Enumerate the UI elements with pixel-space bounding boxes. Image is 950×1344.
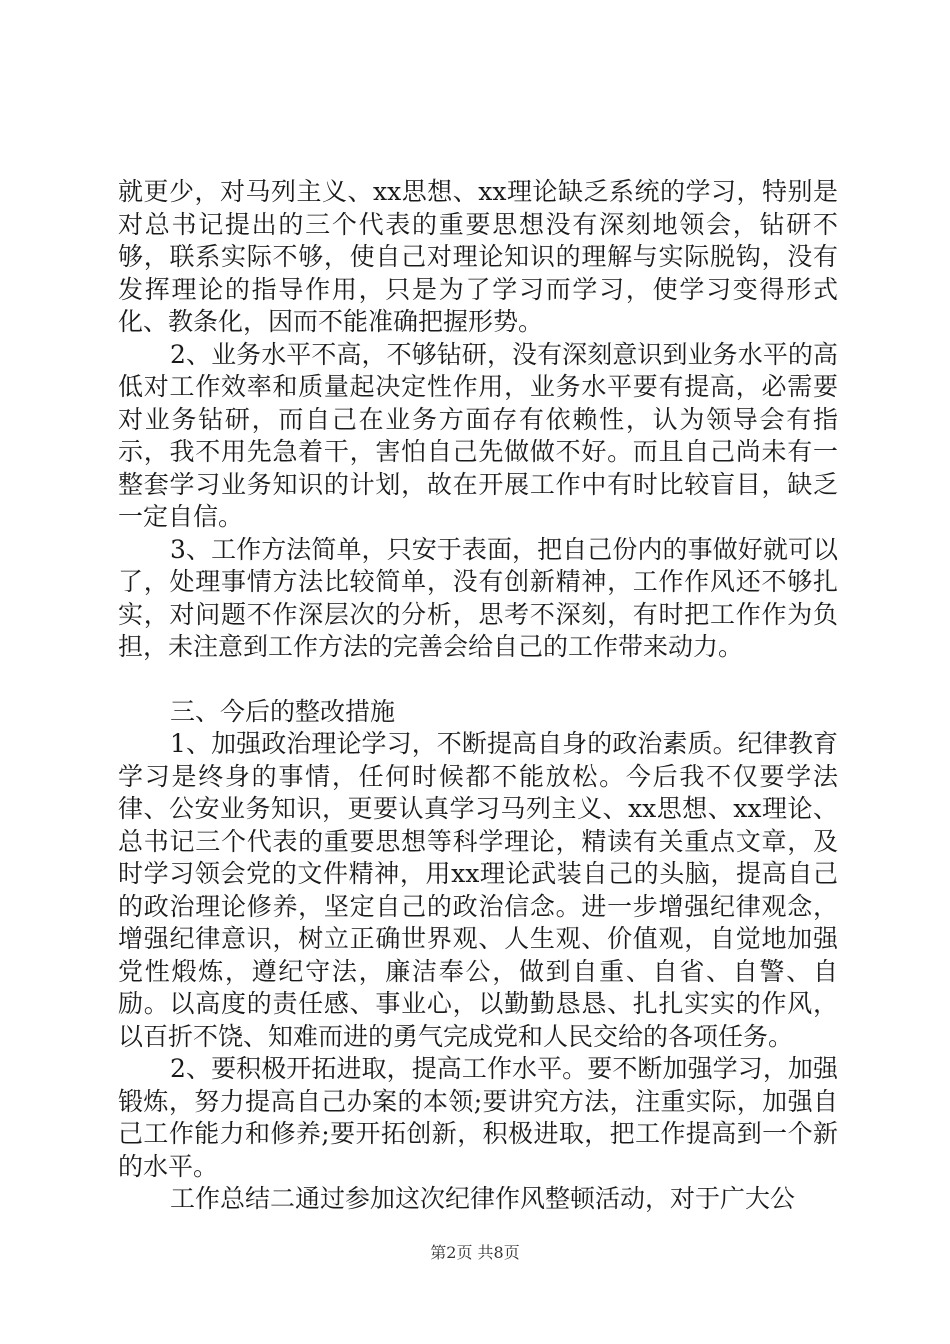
paragraph-summary-two: 工作总结二通过参加这次纪律作风整顿活动，对于广大公 [170, 1184, 796, 1213]
paragraph-work-method: 3、工作方法简单，只安于表面，把自己份内的事做好就可以了，处理事情方法比较简单，没有创新精神，工作作风还不够扎实，对问题不作深层次的分析，思考不深刻，有时把工作作为负担，未注意到工作方法的完善会给自己的工作带来动力。 [118, 534, 838, 661]
paragraph-business-level: 2、业务水平不高，不够钻研，没有深刻意识到业务水平的高低对工作效率和质量起决定性作用，业务水平要有提高，必需要对业务钻研，而自己在业务方面存有依赖性，认为领导会有指示，我不用先急着干，害怕自己先做做不好。而且自己尚未有一整套学习业务知识的计划，故在开展工作中有时比较盲目，缺乏一定自信。 [118, 339, 838, 531]
paragraph-study-shortfall: 就更少，对马列主义、xx思想、xx理论缺乏系统的学习，特别是对总书记提出的三个代表的重要思想没有深刻地领会，钻研不够，联系实际不够，使自己对理论知识的理解与实际脱钩，没有发挥理论的指导作用，只是为了学习而学习，使学习变得形式化、教条化，因而不能准确把握形势。 [118, 177, 838, 336]
page-number-footer: 第2页 共8页 [430, 1243, 520, 1262]
section-heading-rectification: 三、今后的整改措施 [170, 696, 396, 726]
document-body [118, 176, 838, 1216]
paragraph-pioneering: 2、要积极开拓进取，提高工作水平。要不断加强学习，加强锻炼，努力提高自己办案的本领;要讲究方法，注重实际，加强自己工作能力和修养;要开拓创新，积极进取，把工作提高到一个新的水平。 [118, 1054, 838, 1181]
paragraph-political-study: 1、加强政治理论学习，不断提高自身的政治素质。纪律教育学习是终身的事情，任何时候都不能放松。今后我不仅要学法律、公安业务知识，更要认真学习马列主义、xx思想、xx理论、总书记三个代表的重要思想等科学理论，精读有关重点文章，及时学习领会党的文件精神，用xx理论武装自己的头脑，提高自己的政治理论修养，坚定自己的政治信念。进一步增强纪律观念，增强纪律意识，树立正确世界观、人生观、价值观，自觉地加强党性煅炼，遵纪守法，廉洁奉公，做到自重、自省、自警、自励。以高度的责任感、事业心，以勤勤恳恳、扎扎实实的作风，以百折不饶、知难而进的勇气完成党和人民交给的各项任务。 [118, 729, 838, 1051]
